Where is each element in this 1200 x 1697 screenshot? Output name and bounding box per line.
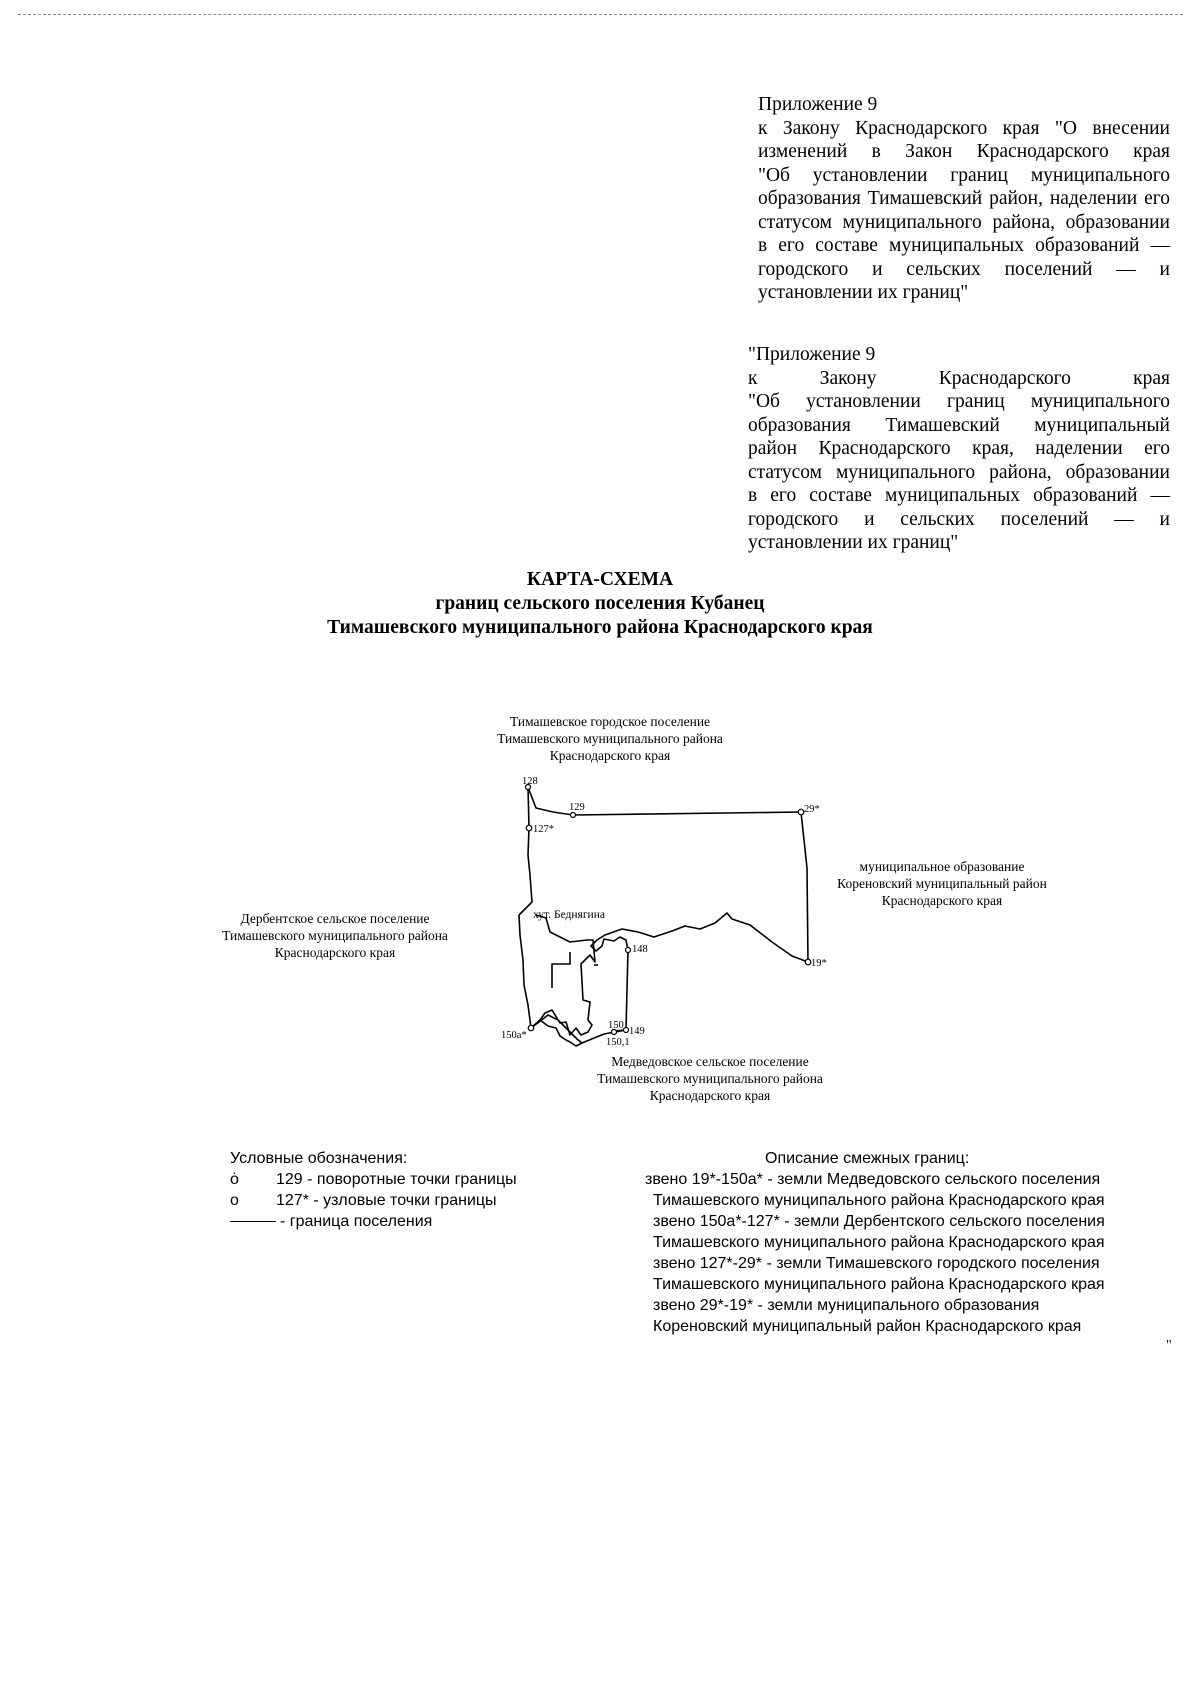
boundary-west-wave <box>531 1020 582 1046</box>
point-label-150-1: 150,1 <box>606 1037 630 1048</box>
annex-line: "Об установлении границ муниципального <box>758 164 1170 186</box>
point-marker-148 <box>626 948 631 953</box>
point-marker-150a <box>528 1025 534 1031</box>
adjacent-line: Тимашевского муниципального района Краснодарского края <box>653 1234 1105 1251</box>
point-labels <box>501 776 827 1048</box>
adjacent-line: звено 29*-19* - земли муниципального образования <box>653 1297 1040 1314</box>
boundary-inner-step <box>552 952 570 988</box>
neighbor-label-east <box>812 858 1072 909</box>
legend-item-boundary-line <box>230 1211 517 1232</box>
adjacent-line: звено 150а*-127* - земли Дербентского сельского поселения <box>653 1213 1105 1230</box>
boundary-west <box>519 915 531 1028</box>
legend-item-node-points <box>230 1190 517 1211</box>
neighbor-label-line: Медведовское сельское поселение <box>611 1054 809 1069</box>
annex-line: образования Тимашевский район, наделении его <box>758 188 1170 209</box>
neighbor-label-line: Тимашевского муниципального района <box>222 928 448 943</box>
map-title-line: КАРТА-СХЕМА <box>526 569 674 590</box>
point-marker-19 <box>805 959 811 965</box>
adjacent-line: звено 19*-150а* - земли Медведовского сельского поселения <box>645 1171 1101 1188</box>
turning-point-symbol-icon: ȯ <box>230 1171 239 1188</box>
map-title-line: Тимашевского муниципального района Краснодарского края <box>327 617 873 638</box>
boundary-east <box>801 812 808 962</box>
point-label-129: 129 <box>569 802 585 813</box>
neighbor-label-line: Краснодарского края <box>549 748 671 763</box>
adjacent-line: звено 127*-29* - земли Тимашевского городского поселения <box>653 1255 1100 1272</box>
annex-line: установлении их границ" <box>748 532 959 553</box>
neighbor-label-line: Краснодарского края <box>649 1088 771 1103</box>
map-legend <box>230 1148 517 1232</box>
point-marker-129 <box>571 813 576 818</box>
closing-quote: " <box>1166 1338 1172 1353</box>
adjacent-line: Тимашевского муниципального района Краснодарского края <box>653 1276 1105 1293</box>
adjacent-boundaries-description <box>645 1148 1105 1337</box>
annex-line: городского и сельских поселений — и <box>758 258 1170 280</box>
legend-title: Условные обозначения: <box>230 1150 408 1167</box>
neighbor-label-line: Кореновский муниципальный район <box>837 876 1047 891</box>
adjacent-line: Тимашевского муниципального района Краснодарского края <box>653 1192 1105 1209</box>
neighbor-label-west <box>195 910 475 961</box>
annex-line: к Закону Краснодарского края <box>748 367 1170 389</box>
legend-item-text: 129 - поворотные точки границы <box>276 1171 517 1188</box>
neighbor-label-line: Дербентское сельское поселение <box>240 911 430 926</box>
legend-item-turning-points <box>230 1169 517 1190</box>
neighbor-label-north <box>460 713 760 764</box>
adjacent-line: Кореновский муниципальный район Краснодарского края <box>653 1318 1082 1335</box>
point-label-29: 29* <box>804 804 820 815</box>
neighbor-label-line: муниципальное образование <box>859 859 1025 874</box>
neighbor-label-line: Тимашевского муниципального района <box>497 731 723 746</box>
settlement-label: хут. Беднягина <box>533 909 605 921</box>
map-title-line: границ сельского поселения Кубанец <box>435 593 765 614</box>
annex-line: в его составе муниципальных образований — <box>748 485 1170 506</box>
legend-item-text: - граница поселения <box>280 1213 433 1230</box>
annex-line: городского и сельских поселений — и <box>748 508 1170 530</box>
point-label-148: 148 <box>632 944 648 955</box>
annex-line: район Краснодарского края, наделении его <box>748 438 1170 459</box>
point-marker-29 <box>798 809 804 815</box>
boundary-north-west <box>528 787 573 815</box>
annex-line: Приложение 9 <box>758 94 878 115</box>
boundary-north <box>573 812 801 815</box>
point-marker-149 <box>624 1028 629 1033</box>
point-label-128: 128 <box>522 776 538 787</box>
boundary-south <box>626 950 628 1030</box>
point-label-127: 127* <box>533 824 554 835</box>
annex-line: изменений в Закон Краснодарского края <box>758 141 1170 162</box>
point-marker-127 <box>526 825 532 831</box>
annex-line: к Закону Краснодарского края "О внесении <box>758 117 1170 139</box>
annex-line: "Об установлении границ муниципального <box>748 391 1170 412</box>
neighbor-label-line: Тимашевского муниципального района <box>597 1071 823 1086</box>
neighbor-label-south <box>570 1053 850 1104</box>
annex-line: установлении их границ" <box>758 282 969 303</box>
boundary-line-symbol-icon <box>230 1221 276 1222</box>
legend-item-text: 127* - узловые точки границы <box>276 1192 497 1209</box>
point-label-150a: 150а* <box>501 1030 527 1041</box>
adjacent-title: Описание смежных границ: <box>765 1150 970 1167</box>
boundary-west-upper <box>519 787 532 915</box>
point-label-19: 19* <box>811 958 827 969</box>
annex-line: в его составе муниципальных образований — <box>758 235 1170 256</box>
neighbor-label-line: Краснодарского края <box>274 945 396 960</box>
neighbor-label-line: Краснодарского края <box>881 893 1003 908</box>
point-label-150: 150 <box>608 1020 624 1031</box>
annex-line: статусом муниципального района, образовании <box>748 461 1170 483</box>
point-label-149: 149 <box>629 1026 645 1037</box>
boundary-south-east <box>591 913 808 962</box>
annex-line: "Приложение 9 <box>748 344 876 365</box>
node-point-symbol-icon: o <box>230 1192 239 1209</box>
annex-line: статусом муниципального района, образовании <box>758 211 1170 233</box>
annex-line: образования Тимашевский муниципальный <box>748 414 1170 436</box>
neighbor-label-line: Тимашевское городское поселение <box>509 714 711 729</box>
